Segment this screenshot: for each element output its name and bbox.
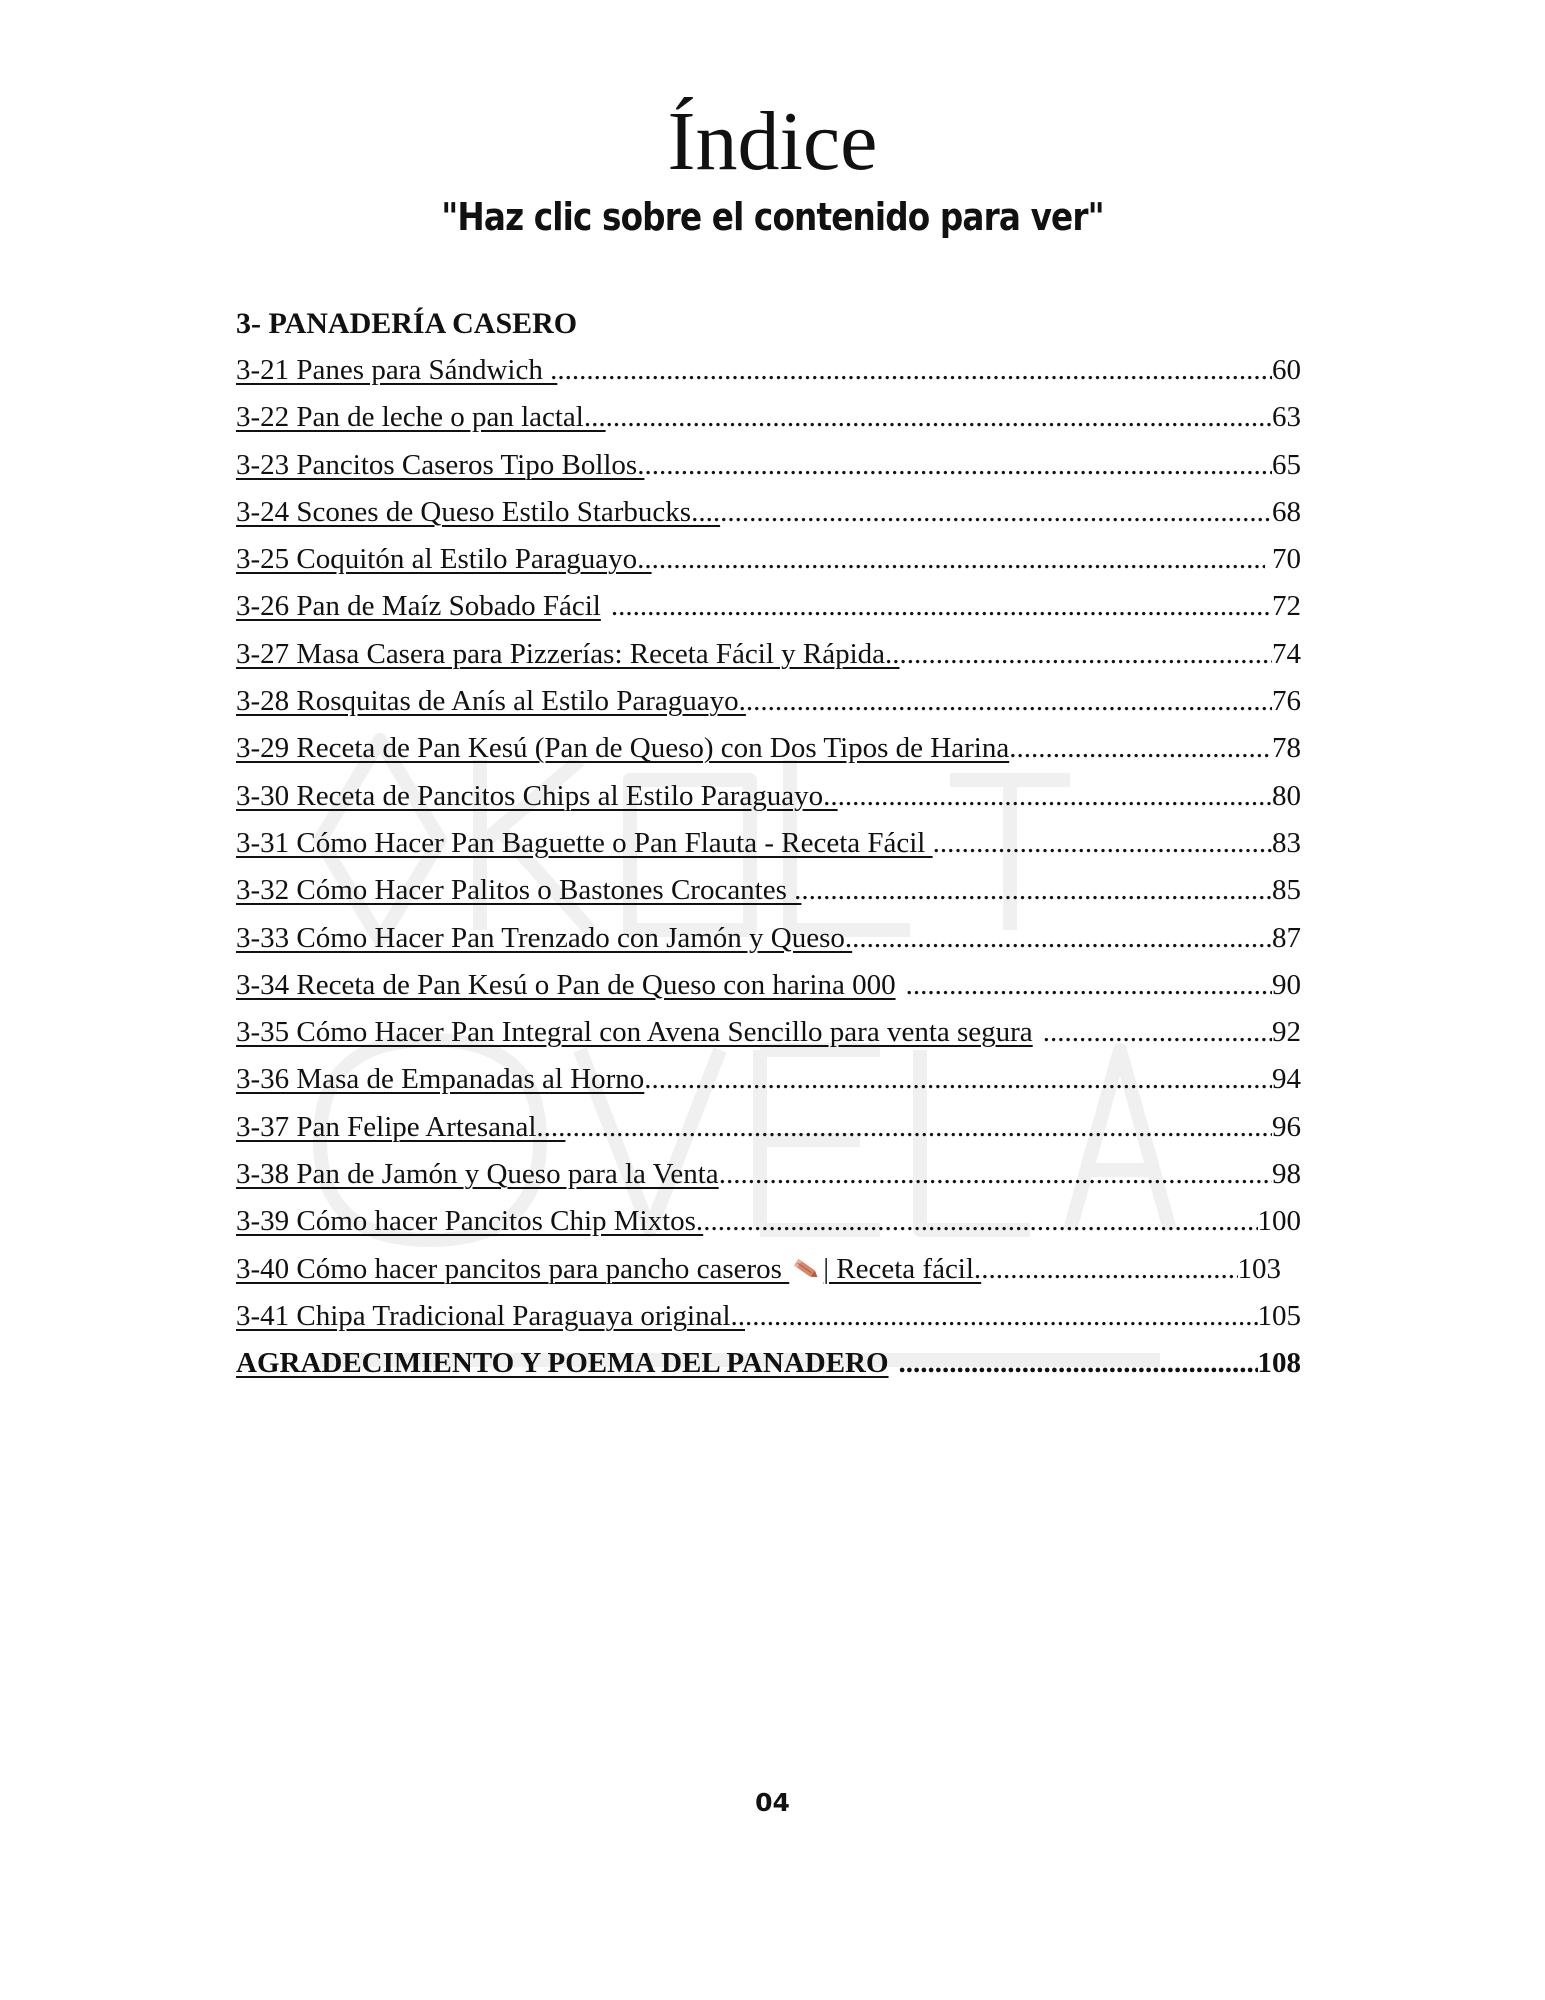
- dot-leader: [720, 489, 1272, 536]
- toc-entry-page: 70: [1264, 543, 1301, 576]
- dot-leader: [1033, 1009, 1272, 1056]
- toc-entry-page: 76: [1272, 685, 1301, 718]
- toc-entry-page: 72: [1272, 590, 1301, 623]
- toc-entry[interactable]: [236, 1293, 1301, 1340]
- toc-entry-page: 92: [1272, 1016, 1301, 1049]
- toc-entry[interactable]: [236, 867, 1301, 914]
- page-number: 04: [755, 1788, 790, 1817]
- toc-entry-page: 94: [1272, 1063, 1301, 1096]
- toc-entry-label[interactable]: 3-32 Cómo Hacer Palitos o Bastones Crocantes .: [236, 874, 802, 907]
- dot-leader: [557, 347, 1272, 394]
- toc-entry-page: 83: [1272, 826, 1301, 859]
- dot-leader: [933, 820, 1272, 867]
- dot-leader: [601, 583, 1272, 630]
- page-subtitle: "Haz clic sobre el contenido para ver": [441, 195, 1104, 239]
- toc-entry-label[interactable]: 3-27 Masa Casera para Pizzerías: Receta Fácil y Rápida..: [236, 637, 900, 670]
- toc-entry[interactable]: [236, 1198, 1301, 1245]
- dot-leader: [801, 867, 1272, 914]
- dot-leader: [565, 1104, 1272, 1151]
- toc-entry-page: 78: [1272, 732, 1301, 765]
- toc-entry-label[interactable]: [236, 1246, 981, 1293]
- toc-entry[interactable]: [236, 773, 1301, 820]
- toc-entry-label[interactable]: 3-37 Pan Felipe Artesanal....: [236, 1110, 566, 1143]
- toc-entry-label-part: | Receta fácil.: [823, 1252, 982, 1285]
- toc-entry-page: 63: [1272, 401, 1301, 434]
- toc-entry[interactable]: [236, 1009, 1301, 1056]
- toc-entry-page: 103: [1237, 1252, 1281, 1285]
- toc-entry-label[interactable]: 3-26 Pan de Maíz Sobado Fácil: [236, 590, 601, 623]
- toc-entry[interactable]: [236, 394, 1301, 441]
- dot-leader: [652, 536, 1265, 583]
- toc-entry-page: 80: [1272, 779, 1301, 812]
- toc-entry-label[interactable]: 3-36 Masa de Empanadas al Horno: [236, 1063, 645, 1096]
- toc-entry[interactable]: [236, 1056, 1301, 1103]
- dot-leader: [852, 915, 1272, 962]
- toc-entry-label[interactable]: 3-25 Coquitón al Estilo Paraguayo..: [236, 543, 652, 576]
- toc-entry-label[interactable]: 3-28 Rosquitas de Anís al Estilo Paraguayo.: [236, 685, 746, 718]
- toc-entry[interactable]: [236, 347, 1301, 394]
- toc-entry-page: 87: [1272, 921, 1301, 954]
- dot-leader: [745, 1293, 1257, 1340]
- toc-entry-page: 65: [1272, 448, 1301, 481]
- toc-entry-page: 98: [1272, 1158, 1301, 1191]
- dot-leader: [746, 678, 1272, 725]
- toc-entry-page: 90: [1272, 968, 1301, 1001]
- toc-entry[interactable]: [236, 583, 1301, 630]
- dot-leader: [900, 631, 1272, 678]
- toc-entry[interactable]: [236, 962, 1301, 1009]
- toc-entry[interactable]: [236, 915, 1301, 962]
- toc-entry-label[interactable]: AGRADECIMIENTO Y POEMA DEL PANADERO: [236, 1347, 889, 1380]
- toc-entry-page: 100: [1257, 1205, 1301, 1238]
- toc-entry-label[interactable]: 3-33 Cómo Hacer Pan Trenzado con Jamón y Queso.: [236, 921, 853, 954]
- toc-entry-label[interactable]: 3-30 Receta de Pancitos Chips al Estilo Paraguayo..: [236, 779, 838, 812]
- toc-entry-page: 85: [1272, 874, 1301, 907]
- dot-leader: [644, 1056, 1272, 1103]
- dot-leader: [981, 1246, 1237, 1293]
- dot-leader: [606, 394, 1272, 441]
- toc-entry-label[interactable]: 3-35 Cómo Hacer Pan Integral con Avena Sencillo para venta segura: [236, 1016, 1033, 1049]
- toc-entry[interactable]: [236, 536, 1301, 583]
- page-title: Índice: [667, 95, 878, 188]
- section-heading: 3- PANADERÍA CASERO: [236, 307, 578, 340]
- toc-entry[interactable]: [236, 1246, 1281, 1293]
- toc-entry-label[interactable]: 3-24 Scones de Queso Estilo Starbucks....: [236, 495, 721, 528]
- toc-entry-label[interactable]: 3-21 Panes para Sándwich .: [236, 354, 558, 386]
- toc-entry-label[interactable]: 3-38 Pan de Jamón y Queso para la Venta: [236, 1158, 719, 1191]
- toc-entry[interactable]: [236, 442, 1301, 489]
- toc-entry-page: 74: [1272, 637, 1301, 670]
- dot-leader: [644, 442, 1272, 489]
- toc-entry-label[interactable]: 3-39 Cómo hacer Pancitos Chip Mixtos.: [236, 1205, 704, 1238]
- toc-entry-label[interactable]: 3-29 Receta de Pan Kesú (Pan de Queso) con Dos Tipos de Harina: [236, 732, 1010, 765]
- toc-entry[interactable]: [236, 678, 1301, 725]
- toc-entry-label[interactable]: 3-41 Chipa Tradicional Paraguaya original..: [236, 1299, 746, 1332]
- toc-entry-page: 96: [1272, 1110, 1301, 1143]
- toc-entry-label-part: 3-40 Cómo hacer pancitos para pancho caseros: [236, 1252, 782, 1285]
- toc-entry[interactable]: [236, 820, 1301, 867]
- toc-entry-page: 105: [1257, 1299, 1301, 1332]
- dot-leader: [896, 962, 1272, 1009]
- toc-list: [236, 347, 1301, 1388]
- toc-entry[interactable]: [236, 1104, 1301, 1151]
- dot-leader: [719, 1151, 1272, 1198]
- pencil-icon: [791, 1256, 821, 1282]
- toc-entry-page: 60: [1272, 354, 1301, 386]
- dot-leader: [1009, 725, 1272, 772]
- table-of-contents: [236, 300, 1301, 1388]
- dot-leader: [889, 1340, 1258, 1387]
- toc-entry-label[interactable]: 3-22 Pan de leche o pan lactal...: [236, 401, 606, 434]
- toc-entry-page: 68: [1272, 495, 1301, 528]
- toc-entry-label[interactable]: 3-34 Receta de Pan Kesú o Pan de Queso con harina 000: [236, 968, 896, 1001]
- toc-entry[interactable]: [236, 489, 1301, 536]
- toc-final-entry[interactable]: [236, 1340, 1301, 1387]
- dot-leader: [703, 1198, 1257, 1245]
- toc-entry[interactable]: [236, 631, 1301, 678]
- toc-entry[interactable]: [236, 1151, 1301, 1198]
- toc-entry-page: 108: [1257, 1347, 1301, 1380]
- dot-leader: [838, 773, 1272, 820]
- toc-entry[interactable]: [236, 725, 1301, 772]
- toc-entry-label[interactable]: 3-31 Cómo Hacer Pan Baguette o Pan Flauta - Receta Fácil: [236, 826, 933, 859]
- toc-entry-label[interactable]: 3-23 Pancitos Caseros Tipo Bollos.: [236, 448, 645, 481]
